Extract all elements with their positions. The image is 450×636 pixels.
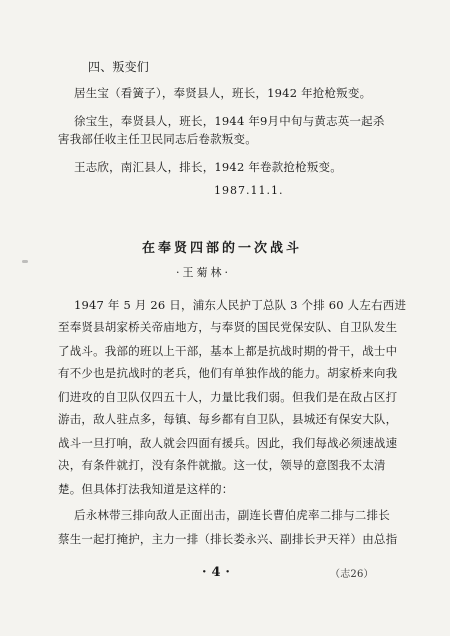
body-line: 楚。但具体打法我知道是这样的： — [58, 482, 234, 496]
scan-mark — [22, 260, 28, 263]
list-date: 1987.11.1. — [214, 184, 284, 197]
body-line: 后永林带三排向敌人正面出击，副连长曹伯虎率二排与二排长 — [74, 508, 390, 522]
body-line: 们进攻的自卫队仅四五十人，力量比我们弱。但我们是在敌占区打 — [58, 390, 398, 404]
body-line: 有不少也是抗战时的老兵，他们有单独作战的能力。胡家桥来向我 — [58, 366, 398, 380]
body-line: 了战斗。我部的班以上干部，基本上都是抗战时期的骨干，战士中 — [58, 344, 398, 358]
list-item: 徐宝生，奉贤县人，班长，1944 年9月中旬与黄志英一起杀 — [74, 114, 385, 128]
section-heading: 四、叛变们 — [88, 60, 150, 74]
body-line: 战斗一旦打响，敌人就会四面有援兵。因此，我们每战必须速战速 — [58, 436, 398, 450]
author-byline: ·王菊林· — [176, 266, 231, 279]
page-note: （志26） — [330, 569, 374, 580]
body-line: 至奉贤县胡家桥关帝庙地方，与奉贤的国民党保安队、自卫队发生 — [58, 320, 398, 334]
body-line: 1947 年 5 月 26 日，浦东人民护丁总队 3 个排 60 人左右西进 — [74, 298, 407, 312]
list-item: 王志欣，南汇县人，排长，1942 年卷款抢枪叛变。 — [74, 160, 342, 174]
body-line: 蔡生一起打掩护，主力一排（排长娄永兴、副排长尹天祥）由总指 — [58, 532, 398, 546]
list-item: 居生宝（看簧子），奉贤县人，班长，1942 年抢枪叛变。 — [74, 86, 372, 100]
body-line: 游击，敌人驻点多，每镇、每乡都有自卫队，县城还有保安大队， — [58, 412, 398, 426]
article-title: 在奉贤四部的一次战斗 — [142, 241, 303, 256]
list-item: 害我部任收主任卫民同志后卷款叛变。 — [58, 132, 257, 146]
page-number: · 4 · — [202, 565, 231, 580]
body-line: 决，有条件就打，没有条件就撤。这一仗，领导的意图我不太清 — [58, 458, 386, 472]
